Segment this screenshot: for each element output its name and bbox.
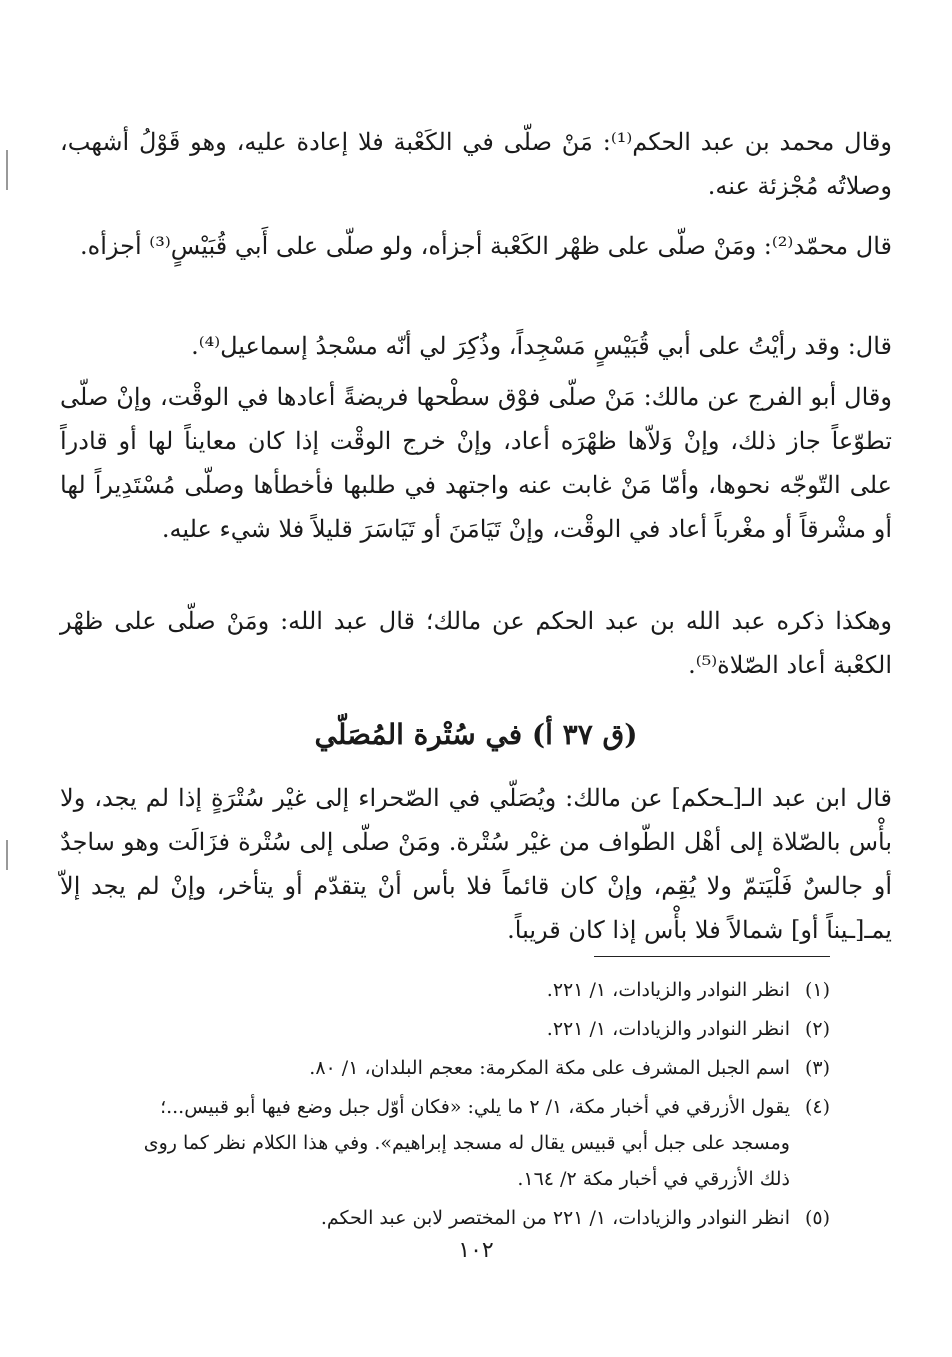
footnotes-list <box>130 972 830 1239</box>
footnote-number: (٥) <box>804 1207 830 1229</box>
page-number: ١٠٢ <box>458 1238 494 1263</box>
paragraph-2: قال محمّد⁽²⁾: ومَنْ صلّى على ظهْر الكَعْبة أجزأه، ولو صلّى على أَبي قُبَيْسٍ⁽³⁾ أجزأه. <box>80 232 892 260</box>
footnote-2 <box>130 1011 830 1047</box>
footnote-text: اسم الجبل المشرف على مكة المكرمة: معجم البلدان، ١/ ٨٠. <box>309 1057 790 1079</box>
footnote-separator <box>594 956 830 957</box>
footnote-text: انظر النوادر والزيادات، ١/ ٢٢١ من المختصر لابن عبد الحكم. <box>320 1207 790 1229</box>
footnote-number: (٤) <box>804 1096 830 1118</box>
footnote-text: انظر النوادر والزيادات، ١/ ٢٢١. <box>546 1018 790 1040</box>
scan-edge-mark <box>6 840 8 870</box>
paragraph-1: وقال محمد بن عبد الحكم⁽¹⁾: مَنْ صلّى في الكَعْبة فلا إعادة عليه، وهو قَوْلُ أشهب، وصلاتُه مُجْزئة عنه. <box>60 128 892 200</box>
footnote-5 <box>130 1200 830 1236</box>
footnote-number: (٣) <box>804 1057 830 1079</box>
paragraph-6: قال ابن عبد الـ[ـحكم] عن مالك: ويُصَلّي في الصّحراء إلى غيْر سُتْرَةٍ إذا لم يجد، ولا بأْس بالصّلاة إلى أهْل الطّواف من غيْر سُتْرة. ومَنْ صلّى إلى سُتْرة فزَالَت وهو ساجدٌ أو جالسٌ فَلْيَتمّ ولا يُقِم، وإنْ كان قائماً فلا بأس أنْ يتقدّم أو يتأخر، وإنْ لم يجد إلاّ يمـ[ـيناً أو] شمالاً فلا بأْس إذا كان قريباً. <box>60 784 892 944</box>
paragraph-4: وقال أبو الفرج عن مالك: مَنْ صلّى فوْق سطْحها فريضةً أعادها في الوقْت، وإنْ صلّى تطوّعاً جاز ذلك، وإنْ وَلاّها ظهْرَه أعاد، وإنْ خرج الوقْت إذا كان معايناً لها أو قادراً على التّوجّه نحوها، وأمّا مَنْ غابت عنه واجتهد في طلبها فأخطأها وصلّى مُسْتَدِيراً لها أو مشْرقاً أو مغْرباً أعاد في الوقْت، وإنْ تَيَامَنَ أو تَيَاسَرَ قليلاً فلا شيء عليه. <box>60 383 893 543</box>
paragraph-3: قال: وقد رأيْتُ على أبي قُبَيْسٍ مَسْجِداً، وذُكِرَ لي أنّه مسْجدُ إسماعيل⁽⁴⁾. <box>191 332 892 360</box>
footnote-number: (١) <box>804 979 830 1001</box>
footnote-1 <box>130 972 830 1008</box>
footnote-text: انظر النوادر والزيادات، ١/ ٢٢١. <box>546 979 790 1001</box>
footnote-text: يقول الأزرقي في أخبار مكة، ١/ ٢ ما يلي: «فكان أوّل جبل وضع فيها أبو قبيس...؛ ومسجد على جبل أبي قبيس يقال له مسجد إبراهيم». وفي هذا الكلام نظر كما روى ذلك الأزرقي في أخبار مكة ٢/ ١٦٤. <box>143 1096 790 1190</box>
paragraph-5: وهكذا ذكره عبد الله بن عبد الحكم عن مالك؛ قال عبد الله: ومَنْ صلّى على ظهْر الكعْبة أعاد الصّلاة⁽⁵⁾. <box>60 607 892 679</box>
footnote-4 <box>130 1089 830 1197</box>
section-heading: (ق ٣٧ أ) في سُتْرة المُصَلّي <box>314 718 638 751</box>
scan-edge-mark <box>6 150 8 190</box>
footnote-number: (٢) <box>804 1018 830 1040</box>
footnote-3 <box>130 1050 830 1086</box>
